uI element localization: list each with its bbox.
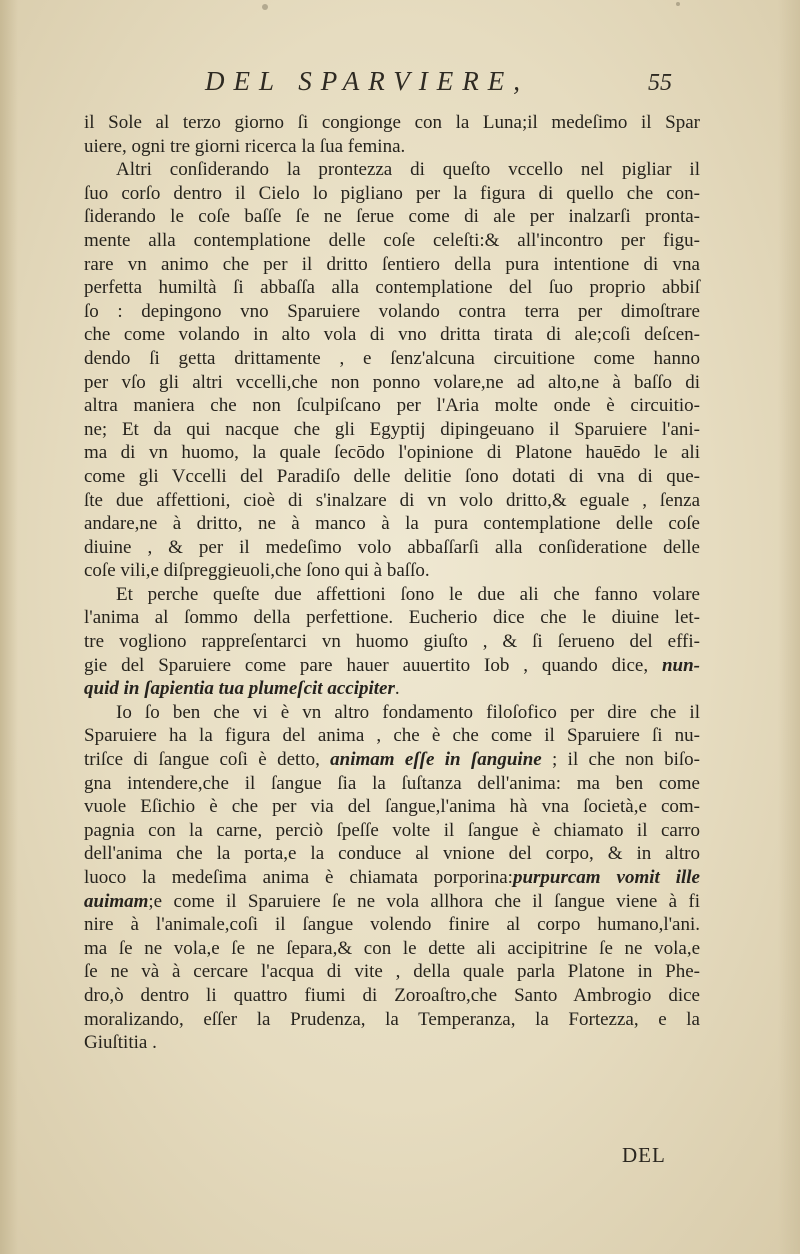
page-header bbox=[0, 66, 800, 106]
text-line bbox=[84, 819, 700, 843]
text-segment: che come volando in alto vola di vno dritta tirata di ale;coſi deſcen- bbox=[84, 324, 700, 346]
text-segment: dro,ò dentro li quattro fiumi di Zoroaſtro,che Santo Ambrogio dice bbox=[84, 984, 700, 1006]
text-line bbox=[84, 583, 700, 607]
text-segment: gna intendere,che il ſangue ſia la ſuſtanza dell'anima: ma ben come bbox=[84, 772, 700, 794]
text-segment: vuole Eſichio è che per via del ſangue,l'anima hà vna ſocietà,e com- bbox=[84, 796, 700, 818]
text-line bbox=[84, 937, 700, 961]
text-segment: diuine , & per il medeſimo volo abbaſſarſi alla conſideratione delle bbox=[84, 536, 700, 558]
text-segment: l'anima al ſommo della perfettione. Eucherio dice che le diuine let- bbox=[84, 607, 700, 629]
text-line bbox=[84, 536, 700, 560]
text-segment: ne; Et da qui nacque che gli Egyptij dipingeuano il Sparuiere l'ani- bbox=[84, 418, 700, 440]
text-line bbox=[84, 890, 700, 914]
text-segment: Io ſo ben che vi è vn altro fondamento filoſofico per dire che il bbox=[116, 701, 700, 723]
text-line bbox=[84, 984, 700, 1008]
text-segment: Et perche queſte due affettioni ſono le due ali che fanno volare bbox=[116, 583, 700, 605]
text-line bbox=[84, 253, 700, 277]
text-line bbox=[84, 512, 700, 536]
text-line bbox=[84, 182, 700, 206]
text-line bbox=[84, 748, 700, 772]
catchword: DEL bbox=[622, 1143, 666, 1167]
text-segment: uiere, ogni tre giorni ricerca la ſua femina. bbox=[84, 135, 406, 157]
text-segment: ſo : depingono vno Sparuiere volando contra terra per dimoſtrare bbox=[84, 300, 700, 322]
text-segment: tre vogliono rappreſentarci vn huomo giuſto , & ſi ſerueno del effi- bbox=[84, 631, 700, 653]
text-line bbox=[84, 772, 700, 796]
text-segment: luoco la medeſima anima è chiamata porporina: bbox=[84, 867, 513, 888]
text-line bbox=[84, 465, 700, 489]
text-segment: dendo ſi getta drittamente , e ſenz'alcuna circuitione come hanno bbox=[84, 347, 700, 369]
text-segment: ;e come il Sparuiere ſe ne vola allhora che il ſangue viene à fi bbox=[148, 890, 700, 912]
text-segment: coſe vili,e diſpreggieuoli,che ſono qui à baſſo. bbox=[84, 560, 430, 582]
text-segment: triſce di ſangue coſi è detto, bbox=[84, 749, 331, 771]
text-line bbox=[84, 418, 700, 442]
text-line bbox=[84, 489, 700, 513]
text-line bbox=[84, 276, 700, 300]
text-segment: dell'anima che la porta,e la conduce al vnione del corpo, & in altro bbox=[84, 843, 700, 865]
text-line bbox=[84, 135, 700, 159]
text-segment: Giuſtitia . bbox=[84, 1032, 157, 1054]
text-line bbox=[84, 1008, 700, 1032]
text-segment: pagnia con la carne, perciò ſpeſſe volte il ſangue è chiamato il carro bbox=[84, 819, 700, 841]
text-segment: ſuo corſo dentro il Cielo lo pigliano per la figura di quello che con- bbox=[84, 182, 700, 204]
text-segment: ma ſe ne vola,e ſe ne ſepara,& con le dette ali accipitrine ſe ne vola,e bbox=[84, 937, 700, 959]
italic-quotation: auimam bbox=[84, 890, 149, 912]
text-line bbox=[84, 1031, 700, 1055]
text-segment: per vſo gli altri vccelli,che non ponno volare,ne ad alto,ne à baſſo di bbox=[84, 371, 700, 393]
text-segment: rare vn animo che per il dritto ſentiero della pura intentione di vna bbox=[84, 253, 700, 275]
text-segment: come gli Vccelli del Paradiſo delle delitie ſono dotati di vna di que- bbox=[84, 465, 700, 487]
body-text bbox=[84, 111, 700, 1055]
text-line bbox=[84, 323, 700, 347]
text-line bbox=[84, 394, 700, 418]
running-title: DEL SPARVIERE, bbox=[205, 66, 529, 96]
text-line bbox=[84, 347, 700, 371]
text-line bbox=[84, 913, 700, 937]
italic-quotation: quid in ſapientia tua plumeſcit accipiter bbox=[84, 678, 395, 700]
text-line bbox=[84, 229, 700, 253]
text-segment: il Sole al terzo giorno ſi congionge con la Luna;il medeſimo il Spar bbox=[84, 112, 700, 133]
text-segment: perfetta humiltà ſi abbaſſa alla contemplatione del ſuo proprio abbiſ bbox=[84, 277, 700, 299]
text-segment: Sparuiere ha la figura del anima , che è che come il Sparuiere ſi nu- bbox=[84, 725, 700, 747]
ink-spot bbox=[262, 4, 268, 10]
text-segment: mente alla contemplatione delle coſe celeſti:& all'incontro per figu- bbox=[84, 229, 700, 251]
text-line bbox=[84, 654, 700, 678]
text-line bbox=[84, 441, 700, 465]
text-line bbox=[84, 606, 700, 630]
text-segment: andare,ne à dritto, ne à manco à la pura contemplatione delle coſe bbox=[84, 513, 700, 535]
text-line bbox=[84, 630, 700, 654]
text-segment: moralizando, eſſer la Prudenza, la Temperanza, la Fortezza, e la bbox=[84, 1008, 700, 1030]
text-line bbox=[84, 559, 700, 583]
text-line bbox=[84, 701, 700, 725]
text-line bbox=[84, 724, 700, 748]
text-segment: ma di vn huomo, la quale ſecōdo l'opinione di Platone hauēdo le ali bbox=[84, 442, 700, 464]
text-line bbox=[84, 795, 700, 819]
text-line bbox=[84, 960, 700, 984]
text-line bbox=[84, 842, 700, 866]
text-line bbox=[84, 205, 700, 229]
text-segment: ſe ne và à cercare l'acqua di vite , della quale parla Platone in Phe- bbox=[84, 961, 700, 983]
italic-quotation: nun- bbox=[661, 654, 700, 676]
ink-spot bbox=[676, 2, 680, 6]
text-segment: gie del Sparuiere come pare hauer auuertito Iob , quando dice, bbox=[84, 654, 662, 676]
text-line bbox=[84, 300, 700, 324]
text-segment: . bbox=[394, 678, 400, 700]
text-line bbox=[84, 111, 700, 135]
text-segment: ſiderando le coſe baſſe ſe ne ſerue come di ale per inalzarſi pronta- bbox=[84, 206, 700, 228]
text-line bbox=[84, 371, 700, 395]
text-segment: ; il che non biſo- bbox=[541, 749, 700, 771]
italic-quotation: animam eſſe in ſanguine bbox=[330, 749, 542, 771]
text-segment: altra maniera che non ſculpiſcano per l'Aria molte onde è circuitio- bbox=[84, 395, 700, 417]
page-number: 55 bbox=[648, 70, 672, 96]
text-line bbox=[84, 677, 700, 701]
text-line bbox=[84, 866, 700, 890]
italic-quotation: purpurcam vomit ille bbox=[512, 867, 700, 888]
text-line bbox=[84, 158, 700, 182]
text-segment: nire à l'animale,coſi il ſangue volendo finire al corpo humano,l'ani. bbox=[84, 914, 700, 936]
text-segment: Altri conſiderando la prontezza di queſto vccello nel pigliar il bbox=[116, 159, 700, 181]
text-segment: ſte due affettioni, cioè di s'inalzare di vn volo dritto,& eguale , ſenza bbox=[84, 489, 700, 511]
